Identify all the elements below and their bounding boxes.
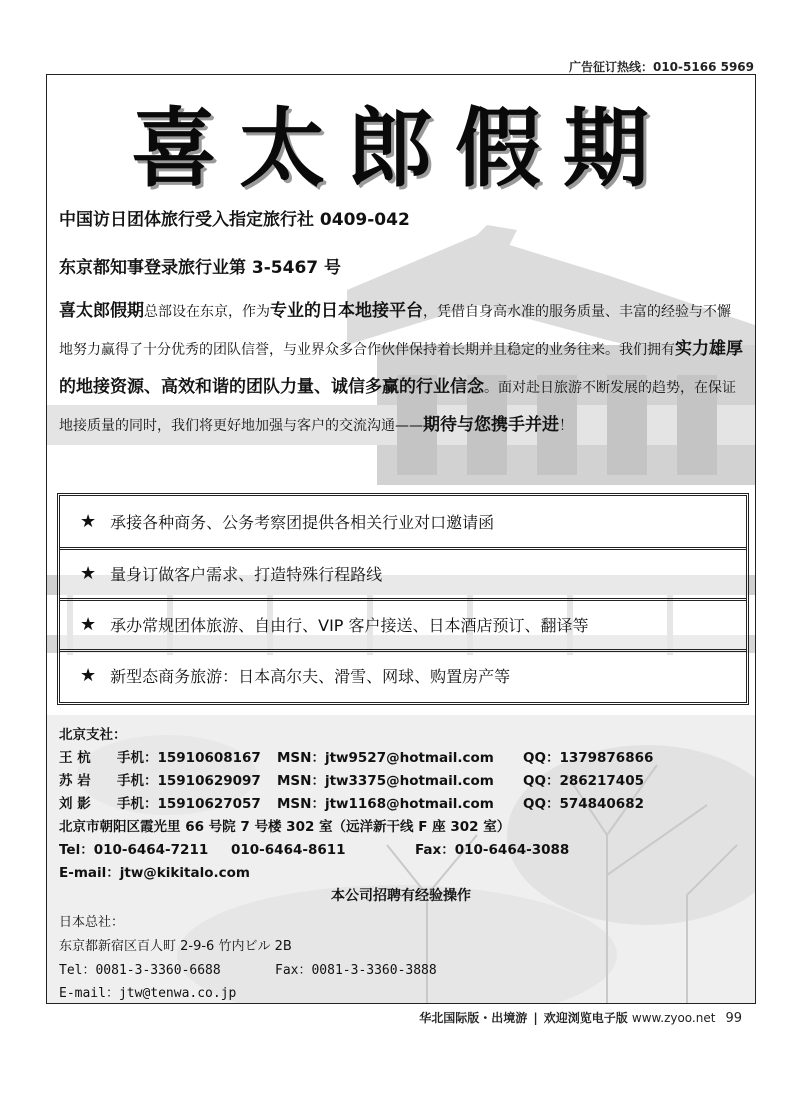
- recruitment-notice: 本公司招聘有经验操作: [331, 888, 471, 904]
- contact-mobile: 手机：15910629097: [117, 773, 261, 789]
- beijing-branch-heading: 北京支社：: [59, 727, 127, 743]
- registration-line-1: 中国访日团体旅行受入指定旅行社 0409-042: [59, 210, 410, 230]
- star-icon: ★: [80, 614, 97, 635]
- intro-bold-1: 喜太郎假期: [59, 301, 144, 321]
- intro-bold-2: 专业的日本地接平台: [270, 301, 423, 321]
- intro-paragraph: [59, 293, 743, 445]
- japan-address: 东京都新宿区百人町 2-9-6 竹内ビル 2B: [59, 939, 292, 954]
- intro-bold-4: 期待与您携手并进: [423, 415, 559, 435]
- contact-msn: MSN：jtw1168@hotmail.com: [277, 796, 494, 812]
- page-number: 99: [725, 1011, 742, 1026]
- beijing-address: 北京市朝阳区霞光里 66 号院 7 号楼 302 室（远洋新干线 F 座 302 室）: [59, 819, 511, 835]
- contact-qq: QQ：286217405: [523, 773, 644, 789]
- service-item-text: 新型态商务旅游：日本高尔夫、滑雪、网球、购置房产等: [110, 667, 511, 686]
- beijing-tel-2: 010-6464-8611: [231, 842, 346, 858]
- contact-mobile: 手机：15910627057: [117, 796, 261, 812]
- contact-qq: QQ：1379876866: [523, 750, 654, 766]
- website-link[interactable]: www.zyoo.net: [631, 1011, 716, 1025]
- japan-tel: Tel：0081-3-3360-6688: [59, 963, 221, 978]
- intro-bold-3: 实力雄厚的地接资源、高效和谐的团队力量、诚信多赢的行业信念: [59, 339, 743, 397]
- registration-line-2: 东京都知事登录旅行业第 3-5467 号: [59, 258, 342, 278]
- contact-qq: QQ：574840682: [523, 796, 644, 812]
- contact-row: [59, 792, 644, 812]
- contact-name: 王 杭: [59, 750, 91, 766]
- footer-slogan: 欢迎浏览电子版: [543, 1011, 628, 1025]
- service-item: [60, 649, 746, 699]
- japan-fax: Fax：0081-3-3360-3888: [275, 963, 437, 978]
- page-footer: [419, 1009, 742, 1026]
- intro-text-4: ！: [559, 418, 573, 434]
- intro-text-1: 总部设在东京，作为: [144, 304, 270, 320]
- brand-title: 喜太郎假期: [131, 99, 671, 199]
- contact-row: [59, 746, 653, 766]
- ad-hotline: 广告征订热线：010-5166 5969: [568, 60, 754, 74]
- publication-name: 华北国际版・出境游: [419, 1011, 528, 1025]
- star-icon: ★: [80, 563, 97, 584]
- japan-hq-heading: 日本总社：: [59, 915, 125, 930]
- intro-text-2: ，凭借自身高水准的服务质量、丰富的经验与不懈地努力赢得了十分优秀的团队信誉，与业界众多合作伙伴保持着长期并且稳定的业务往来。我们拥有: [59, 304, 731, 358]
- beijing-fax: Fax：010-6464-3088: [415, 842, 570, 858]
- star-icon: ★: [80, 665, 97, 686]
- japan-phone-row: [59, 959, 437, 978]
- star-icon: ★: [80, 510, 97, 532]
- service-item: [60, 598, 746, 648]
- contact-mobile: 手机：15910608167: [117, 750, 261, 766]
- footer-separator: |: [533, 1011, 538, 1025]
- intro-text-3: 。面对赴日旅游不断发展的趋势，在保证地接质量的同时，我们将更好地加强与客户的交流沟通——: [59, 380, 736, 434]
- contact-msn: MSN：jtw9527@hotmail.com: [277, 750, 494, 766]
- contact-name: 苏 岩: [59, 773, 91, 789]
- contact-name: 刘 影: [59, 796, 91, 812]
- japan-email-row: [59, 982, 236, 1001]
- service-item-text: 承接各种商务、公务考察团提供各相关行业对口邀请函: [110, 512, 495, 532]
- advertisement-frame: [46, 74, 756, 1004]
- beijing-email: E-mail：jtw@kikitalo.com: [59, 865, 250, 881]
- japan-email: E-mail：jtw@tenwa.co.jp: [59, 986, 237, 1001]
- service-item-text: 承办常规团体旅游、自由行、VIP 客户接送、日本酒店预订、翻译等: [110, 616, 589, 635]
- beijing-tel: Tel：010-6464-7211: [59, 842, 209, 858]
- contact-row: [59, 769, 644, 789]
- contact-msn: MSN：jtw3375@hotmail.com: [277, 773, 494, 789]
- service-item: [60, 547, 746, 597]
- services-box: [57, 493, 749, 705]
- service-item-text: 量身订做客户需求、打造特殊行程路线: [110, 565, 383, 584]
- beijing-phone-row: [59, 838, 569, 858]
- service-item: [60, 496, 746, 546]
